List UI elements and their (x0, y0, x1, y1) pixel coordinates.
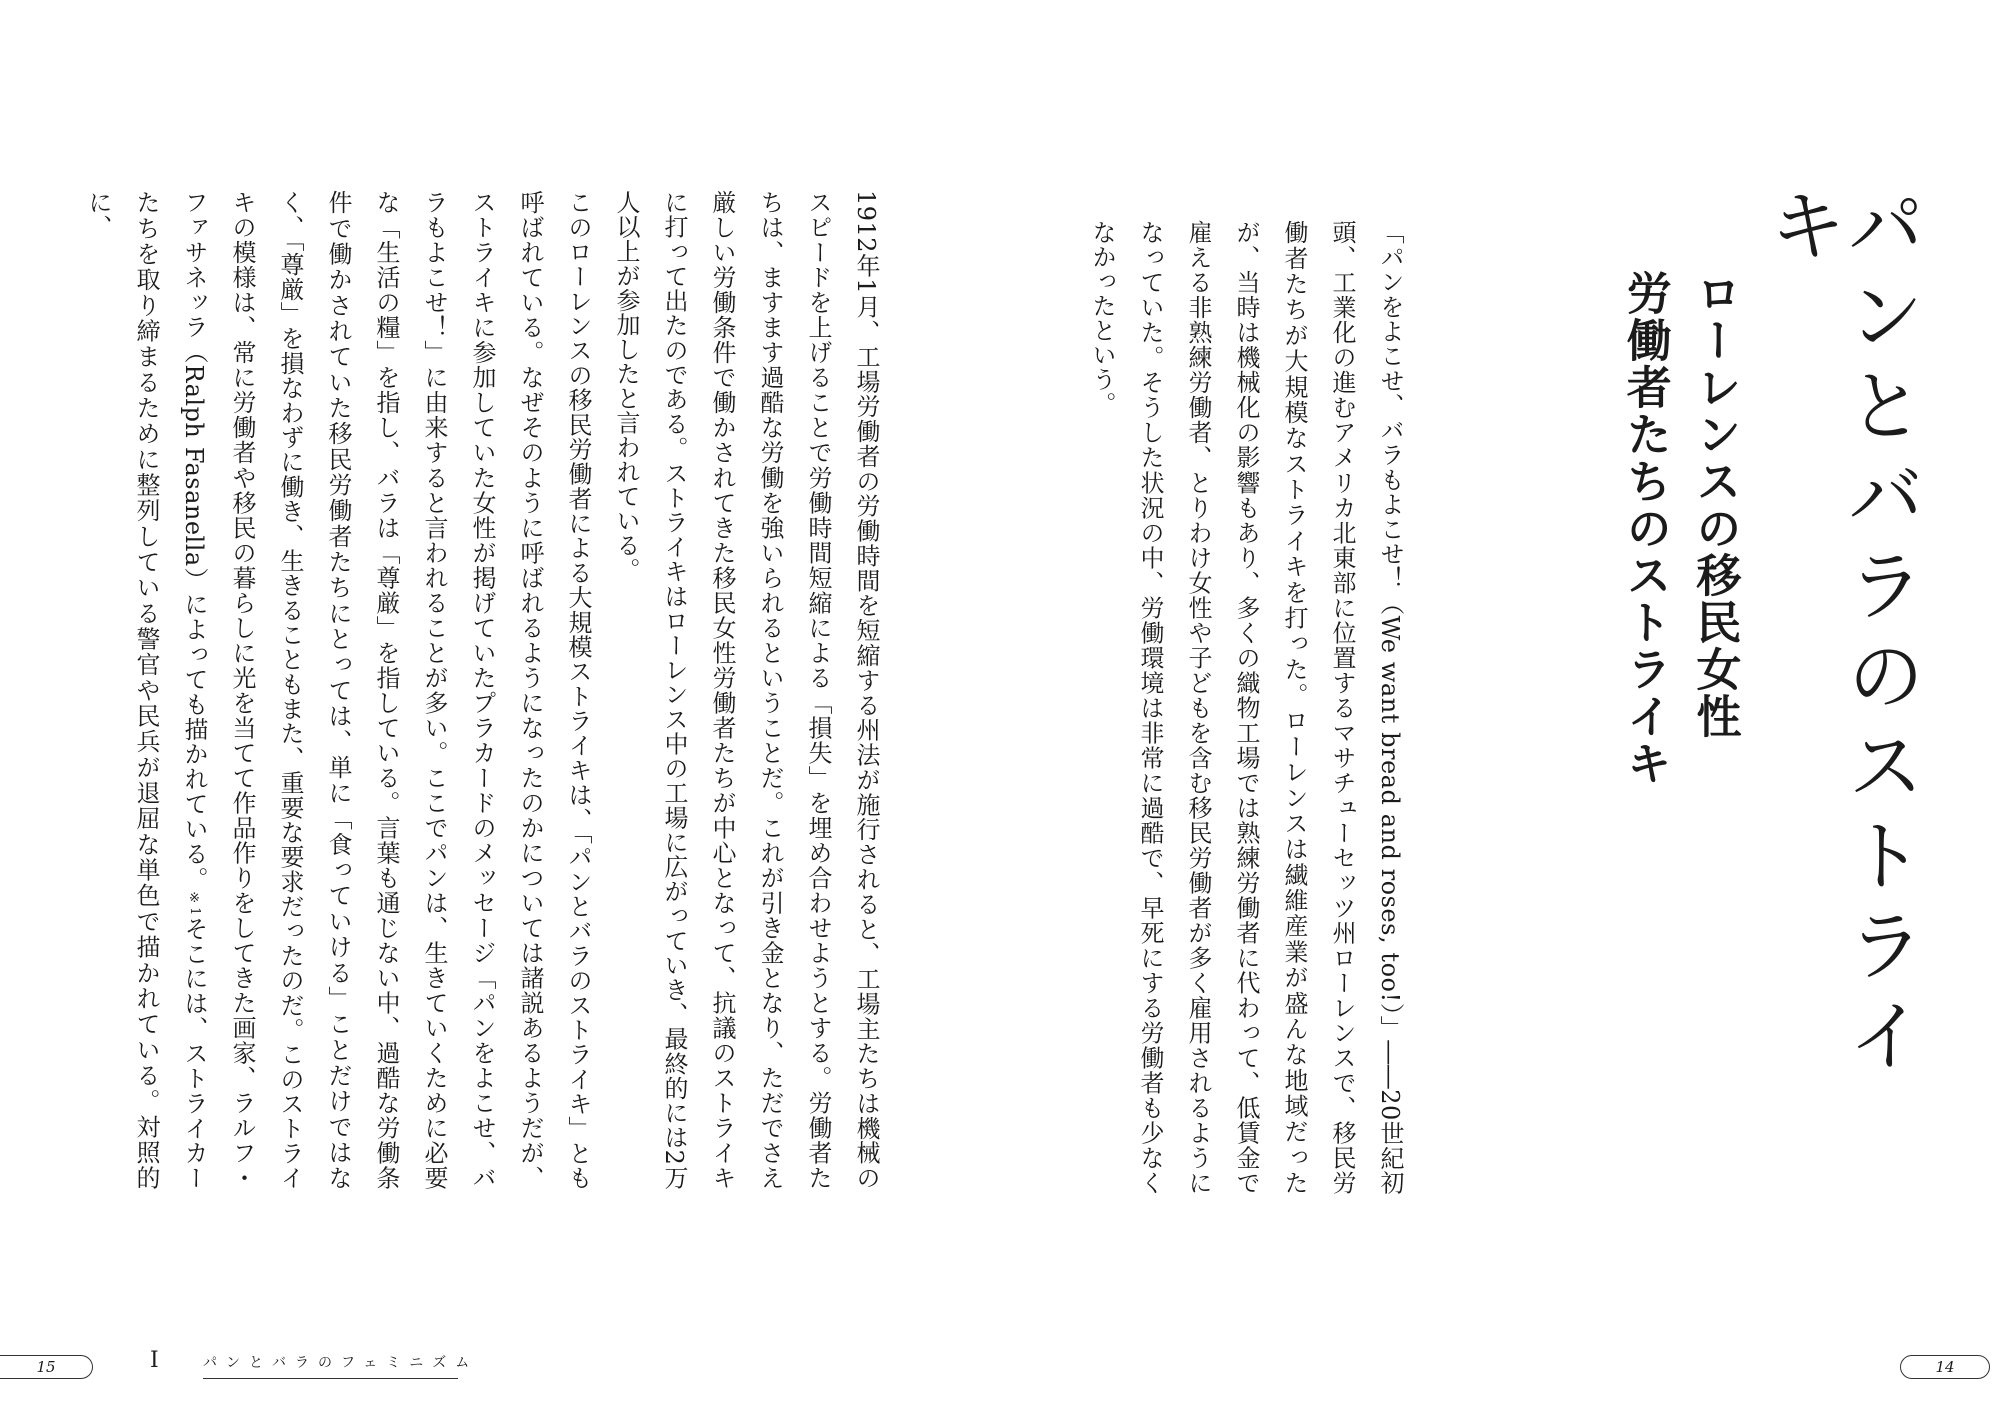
body-text-block (84, 190, 890, 1191)
body-paragraph-2-text: このローレンスの移民労働者による大規模ストライキは、「パンとバラのストライキ」とも呼ばれている。なぜそのように呼ばれるようになったのかについては諸説あるようだが、ストライキに参加していた女性が掲げていたプラカードのメッセージ「パンをよこせ、バラもよこせ！」に由来すると言われることが多い。ここでパンは、生きていくために必要な「生活の糧」を指し、バラは「尊厳」を指している。言葉も通じない中、過酷な労働条件で働かされていた移民労働者たちにとっては、単に「食っていける」ことだけではなく、「尊厳」を損なわずに働き、生きることもまた、重要な要求だったのだ。このストライキの模様は、常に労働者や移民の暮らしに光を当てて作品作りをしてきた画家、ラルフ・ファサネッラ（Ralph Fasanella）によっても描かれている。 (180, 190, 592, 1191)
intro-paragraph-block (1088, 220, 1414, 1196)
subtitle-line-1: ローレンスの移民女性 (1688, 270, 1742, 740)
intro-paragraph: 「パンをよこせ、バラもよこせ！（We want bread and roses, too!）」――20世紀初頭、工業化の進むアメリカ北東部に位置するマサチューセッツ州ローレンスで、移民労働者たちが大規模なストライキを打った。ローレンスは繊維産業が盛んな地域だったが、当時は機械化の影響もあり、多くの織物工場では熟練労働者に代わって、低賃金で雇える非熟練労働者、とりわけ女性や子どもを含む移民労働者が多く雇用されるようになっていた。そうした状況の中、労働環境は非常に過酷で、早死にする労働者も少なくなかったという。 (1088, 220, 1404, 1196)
chapter-numeral: I (150, 1348, 159, 1373)
subtitle-line-2: 労働者たちのストライキ (1618, 270, 1672, 787)
footnote-marker: ※1 (187, 891, 202, 916)
page-number-right: 14 (1900, 1355, 1990, 1379)
article-subtitle (1610, 270, 1750, 870)
article-title: パンとバラのストライキ (1756, 185, 1924, 1085)
body-paragraph-2 (74, 190, 602, 1190)
body-paragraph-1: 1912年1月、工場労働者の労働時間を短縮する州法が施行されると、工場主たちは機械のスピードを上げることで労働時間短縮による「損失」を埋め合わせようとする。労働者たちは、ますます過酷な労働を強いられるということだ。これが引き金となり、ただでさえ厳しい労働条件で働かされてきた移民女性労働者たちが中心となって、抗議のストライキに打って出たのである。ストライキはローレンス中の工場に広がっていき、最終的には2万人以上が参加したと言われている。 (612, 190, 880, 1190)
body-paragraph-2-cont: そこには、ストライカーたちを取り締まるために整列している警官や民兵が退屈な単色で描かれている。対照的に、 (84, 190, 208, 1191)
running-head: パンとバラのフェミニズム (203, 1352, 458, 1379)
page-number-left: 15 (0, 1355, 93, 1379)
